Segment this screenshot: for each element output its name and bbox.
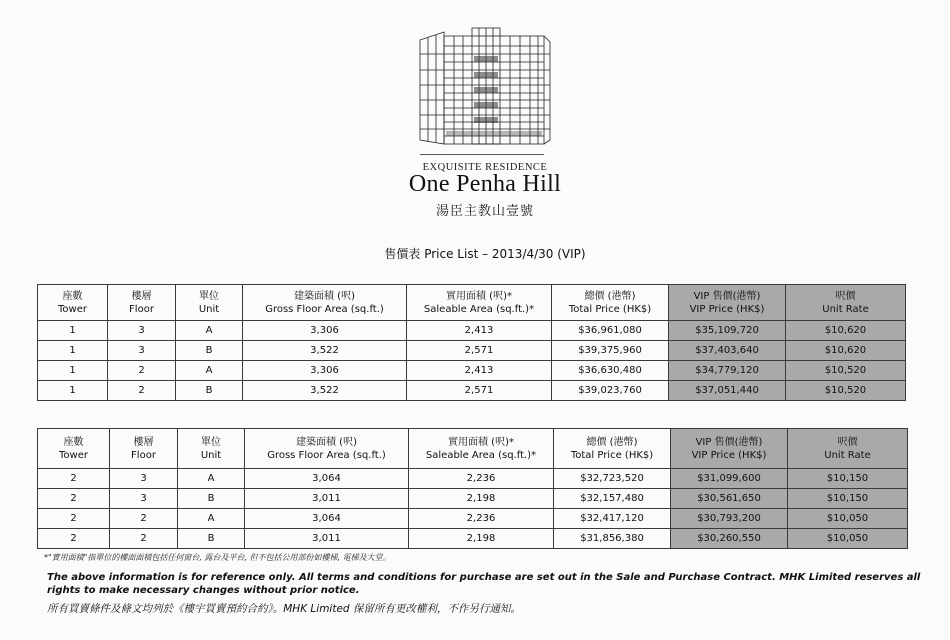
cell-floor: 3	[110, 489, 178, 509]
cell-gross-floor-area: 3,064	[245, 509, 409, 529]
disclaimer-english: The above information is for reference only. All terms and conditions for purchase are set out in the Sale and Purchase Contract. MHK Limited reserves all rights to make necessary changes without prior notice.	[47, 572, 921, 596]
cell-tower: 2	[38, 529, 110, 549]
cell-vip-price: $37,403,640	[669, 341, 786, 361]
cell-gross-floor-area: 3,522	[243, 381, 407, 401]
header-divider	[420, 154, 544, 155]
cell-vip-price: $30,561,650	[671, 489, 788, 509]
cell-tower: 1	[38, 381, 108, 401]
cell-saleable-area: 2,413	[407, 361, 552, 381]
cell-unit: A	[178, 469, 245, 489]
cell-unit-rate: $10,520	[786, 361, 906, 381]
cell-unit-rate: $10,150	[788, 469, 908, 489]
price-table-tower-1	[37, 284, 906, 401]
cell-tower: 2	[38, 489, 110, 509]
cell-floor: 3	[108, 341, 176, 361]
cell-unit: B	[176, 381, 243, 401]
cell-saleable-area: 2,571	[407, 341, 552, 361]
cell-total-price: $39,023,760	[552, 381, 669, 401]
table-row	[38, 469, 908, 489]
cell-vip-price: $35,109,720	[669, 321, 786, 341]
table-row	[38, 489, 908, 509]
cell-saleable-area: 2,236	[409, 469, 554, 489]
table-row	[38, 509, 908, 529]
col-header-total-price: 總價 (港幣) Total Price (HK$)	[552, 285, 669, 321]
cell-tower: 2	[38, 469, 110, 489]
cell-saleable-area: 2,571	[407, 381, 552, 401]
cell-total-price: $39,375,960	[552, 341, 669, 361]
cell-floor: 2	[108, 381, 176, 401]
table-header-row	[38, 429, 908, 469]
cell-total-price: $32,723,520	[554, 469, 671, 489]
price-table-tower-2	[37, 428, 908, 549]
cell-vip-price: $31,099,600	[671, 469, 788, 489]
col-header-gross-floor-area: 建築面積 (呎) Gross Floor Area (sq.ft.)	[243, 285, 407, 321]
cell-total-price: $32,417,120	[554, 509, 671, 529]
cell-floor: 2	[110, 529, 178, 549]
table-header-row	[38, 285, 906, 321]
cell-unit-rate: $10,050	[788, 509, 908, 529]
col-header-tower: 座數 Tower	[38, 285, 108, 321]
cell-total-price: $36,630,480	[552, 361, 669, 381]
col-header-floor: 樓層 Floor	[108, 285, 176, 321]
cell-tower: 1	[38, 361, 108, 381]
cell-unit-rate: $10,520	[786, 381, 906, 401]
cell-unit: B	[176, 341, 243, 361]
price-list-title: 售價表 Price List – 2013/4/30 (VIP)	[384, 247, 586, 261]
table-row	[38, 321, 906, 341]
table-row	[38, 529, 908, 549]
cell-floor: 3	[108, 321, 176, 341]
col-header-unit-rate: 呎價 Unit Rate	[786, 285, 906, 321]
cell-gross-floor-area: 3,522	[243, 341, 407, 361]
cell-total-price: $32,157,480	[554, 489, 671, 509]
col-header-gross-floor-area: 建築面積 (呎) Gross Floor Area (sq.ft.)	[245, 429, 409, 469]
table-row	[38, 361, 906, 381]
cell-floor: 3	[110, 469, 178, 489]
cell-tower: 1	[38, 341, 108, 361]
table-row	[38, 341, 906, 361]
cell-vip-price: $37,051,440	[669, 381, 786, 401]
cell-unit-rate: $10,620	[786, 321, 906, 341]
table-row	[38, 381, 906, 401]
cell-unit: B	[178, 489, 245, 509]
cell-gross-floor-area: 3,011	[245, 489, 409, 509]
building-illustration-logo	[414, 22, 554, 147]
col-header-floor: 樓層 Floor	[110, 429, 178, 469]
brand-name-chinese: 湯臣主教山壹號	[435, 204, 534, 219]
col-header-saleable-area: 實用面積 (呎)* Saleable Area (sq.ft.)*	[409, 429, 554, 469]
cell-vip-price: $34,779,120	[669, 361, 786, 381]
cell-gross-floor-area: 3,306	[243, 321, 407, 341]
col-header-vip-price: VIP 售價(港幣) VIP Price (HK$)	[671, 429, 788, 469]
cell-gross-floor-area: 3,064	[245, 469, 409, 489]
col-header-unit-rate: 呎價 Unit Rate	[788, 429, 908, 469]
col-header-saleable-area: 實用面積 (呎)* Saleable Area (sq.ft.)*	[407, 285, 552, 321]
cell-unit: A	[178, 509, 245, 529]
saleable-area-footnote: *"實用面積"指單位的樓面面積包括任何窗台, 露台及平台, 但不包括公用部份如樓梯, 電梯及大堂。	[44, 553, 391, 562]
cell-gross-floor-area: 3,306	[243, 361, 407, 381]
cell-floor: 2	[108, 361, 176, 381]
tagline: EXQUISITE RESIDENCE	[422, 162, 548, 173]
disclaimer-chinese: 所有買賣條件及條文均列於《樓宇買賣預約合約》。MHK Limited 保留所有更改權利，不作另行通知。	[47, 603, 521, 615]
col-header-unit: 單位 Unit	[178, 429, 245, 469]
col-header-tower: 座數 Tower	[38, 429, 110, 469]
cell-tower: 1	[38, 321, 108, 341]
cell-unit: A	[176, 361, 243, 381]
cell-tower: 2	[38, 509, 110, 529]
col-header-vip-price: VIP 售價(港幣) VIP Price (HK$)	[669, 285, 786, 321]
cell-saleable-area: 2,198	[409, 529, 554, 549]
col-header-unit: 單位 Unit	[176, 285, 243, 321]
col-header-total-price: 總價 (港幣) Total Price (HK$)	[554, 429, 671, 469]
cell-saleable-area: 2,236	[409, 509, 554, 529]
cell-gross-floor-area: 3,011	[245, 529, 409, 549]
cell-unit: B	[178, 529, 245, 549]
cell-floor: 2	[110, 509, 178, 529]
cell-unit: A	[176, 321, 243, 341]
cell-unit-rate: $10,620	[786, 341, 906, 361]
cell-total-price: $36,961,080	[552, 321, 669, 341]
cell-vip-price: $30,260,550	[671, 529, 788, 549]
cell-total-price: $31,856,380	[554, 529, 671, 549]
cell-unit-rate: $10,150	[788, 489, 908, 509]
brand-name: One Penha Hill	[408, 171, 562, 197]
cell-vip-price: $30,793,200	[671, 509, 788, 529]
cell-saleable-area: 2,198	[409, 489, 554, 509]
cell-unit-rate: $10,050	[788, 529, 908, 549]
cell-saleable-area: 2,413	[407, 321, 552, 341]
